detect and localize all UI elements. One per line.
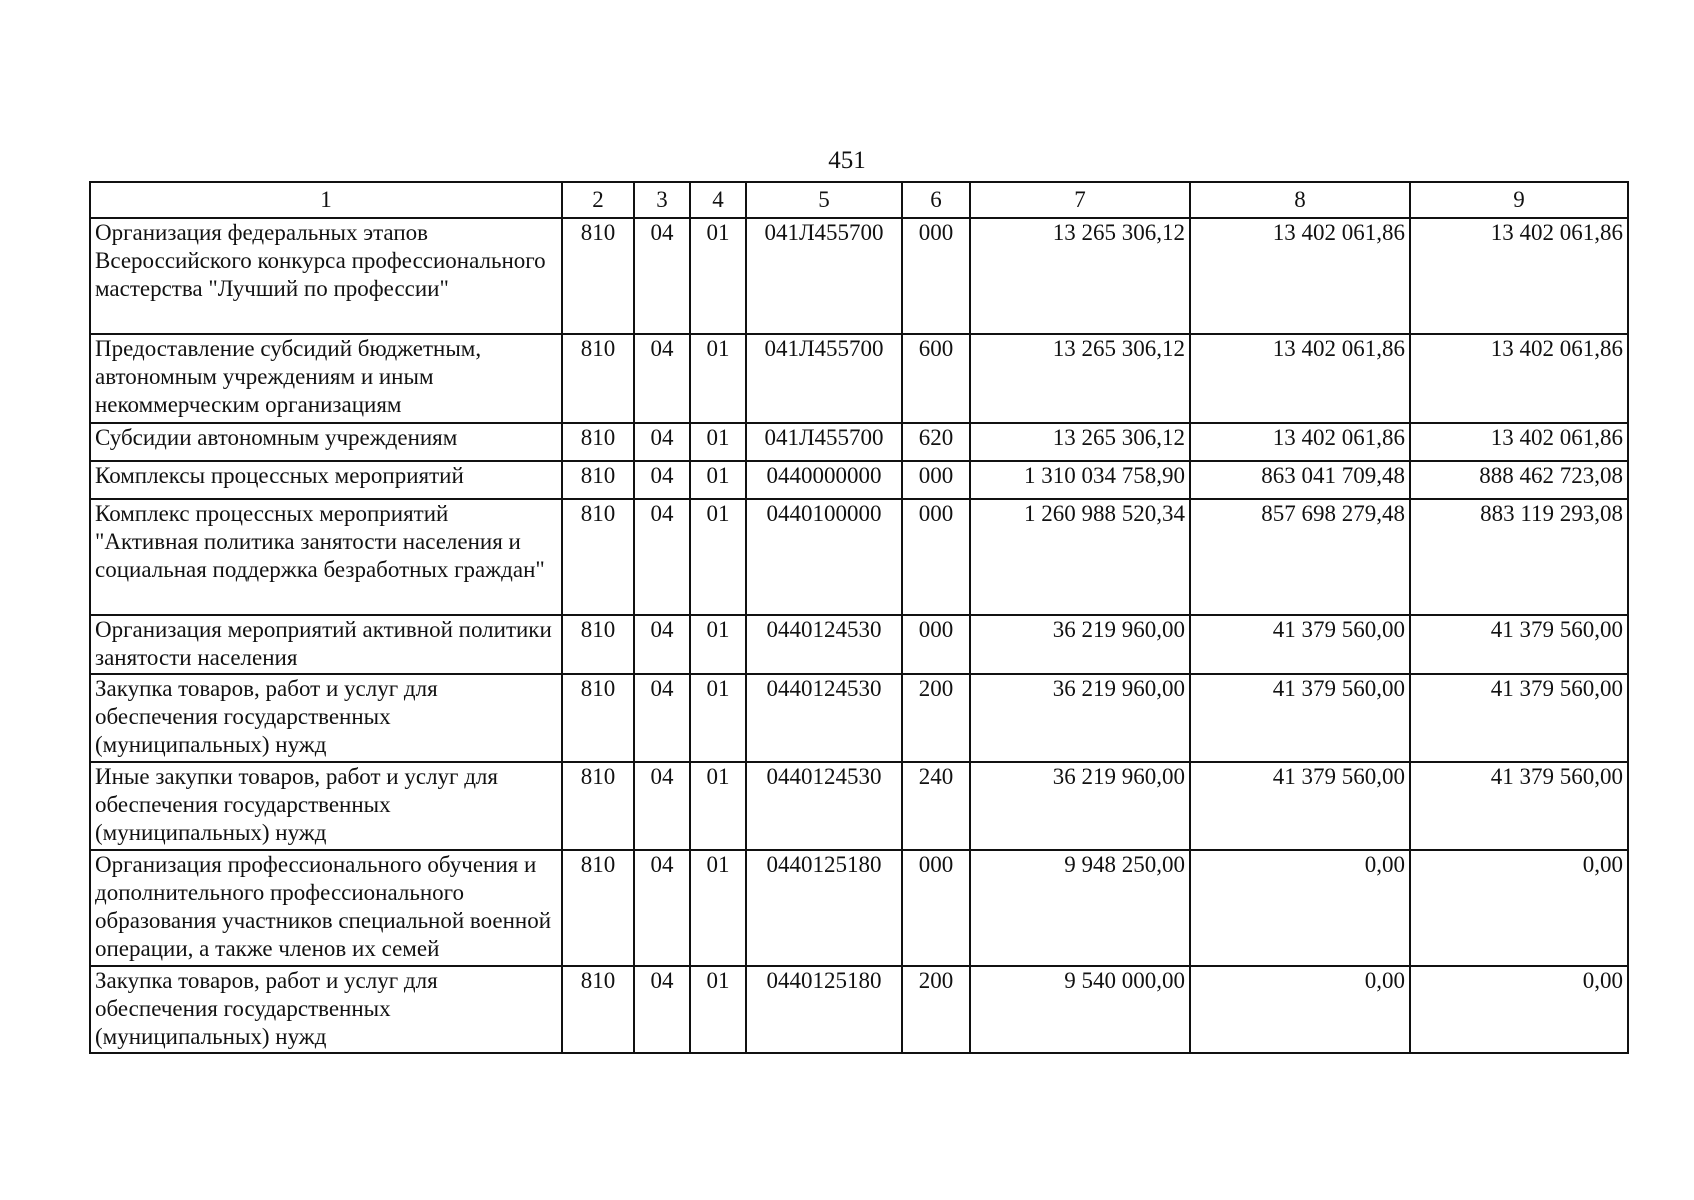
amount-col-8: 857 698 279,48: [1190, 499, 1410, 615]
expense-name: Организация профессионального обучения и дополнительного профессионального образования участников специальной военной операции, а также членов их семей: [90, 850, 562, 966]
column-header: 4: [690, 182, 746, 218]
amount-col-9: 13 402 061,86: [1410, 334, 1628, 423]
grbs-code: 810: [562, 334, 634, 423]
grbs-code: 810: [562, 461, 634, 499]
expense-type-code: 000: [902, 218, 970, 334]
grbs-code: 810: [562, 674, 634, 762]
grbs-code: 810: [562, 615, 634, 674]
header-row: [90, 182, 1628, 218]
amount-col-9: 41 379 560,00: [1410, 615, 1628, 674]
column-header: 5: [746, 182, 902, 218]
amount-col-8: 0,00: [1190, 966, 1410, 1053]
expense-name: Закупка товаров, работ и услуг для обеспечения государственных (муниципальных) нужд: [90, 966, 562, 1053]
amount-col-8: 41 379 560,00: [1190, 674, 1410, 762]
grbs-code: 810: [562, 966, 634, 1053]
grbs-code: 810: [562, 499, 634, 615]
target-article-code: 0440124530: [746, 762, 902, 850]
table-row: [90, 218, 1628, 334]
expense-type-code: 000: [902, 850, 970, 966]
expense-type-code: 240: [902, 762, 970, 850]
amount-col-7: 13 265 306,12: [970, 334, 1190, 423]
section-code: 04: [634, 423, 690, 461]
target-article-code: 0440000000: [746, 461, 902, 499]
expense-type-code: 200: [902, 674, 970, 762]
target-article-code: 041Л455700: [746, 423, 902, 461]
table-row: [90, 966, 1628, 1053]
amount-col-9: 13 402 061,86: [1410, 218, 1628, 334]
table-row: [90, 461, 1628, 499]
subsection-code: 01: [690, 461, 746, 499]
column-header: 6: [902, 182, 970, 218]
column-header: 7: [970, 182, 1190, 218]
subsection-code: 01: [690, 218, 746, 334]
target-article-code: 0440125180: [746, 966, 902, 1053]
subsection-code: 01: [690, 499, 746, 615]
table-row: [90, 674, 1628, 762]
section-code: 04: [634, 966, 690, 1053]
expense-type-code: 620: [902, 423, 970, 461]
table-row: [90, 423, 1628, 461]
amount-col-7: 9 948 250,00: [970, 850, 1190, 966]
amount-col-7: 36 219 960,00: [970, 615, 1190, 674]
table-row: [90, 850, 1628, 966]
table-body: [90, 218, 1628, 1053]
grbs-code: 810: [562, 850, 634, 966]
column-header: 9: [1410, 182, 1628, 218]
amount-col-9: 888 462 723,08: [1410, 461, 1628, 499]
amount-col-9: 883 119 293,08: [1410, 499, 1628, 615]
amount-col-9: 41 379 560,00: [1410, 674, 1628, 762]
subsection-code: 01: [690, 334, 746, 423]
budget-table: [89, 181, 1629, 1054]
section-code: 04: [634, 461, 690, 499]
subsection-code: 01: [690, 850, 746, 966]
amount-col-7: 9 540 000,00: [970, 966, 1190, 1053]
expense-name: Предоставление субсидий бюджетным, автономным учреждениям и иным некоммерческим организациям: [90, 334, 562, 423]
subsection-code: 01: [690, 423, 746, 461]
table-row: [90, 334, 1628, 423]
amount-col-8: 13 402 061,86: [1190, 423, 1410, 461]
target-article-code: 041Л455700: [746, 334, 902, 423]
target-article-code: 0440124530: [746, 674, 902, 762]
grbs-code: 810: [562, 762, 634, 850]
amount-col-9: 0,00: [1410, 966, 1628, 1053]
amount-col-9: 0,00: [1410, 850, 1628, 966]
target-article-code: 0440125180: [746, 850, 902, 966]
subsection-code: 01: [690, 674, 746, 762]
amount-col-8: 13 402 061,86: [1190, 334, 1410, 423]
amount-col-8: 863 041 709,48: [1190, 461, 1410, 499]
expense-type-code: 000: [902, 461, 970, 499]
amount-col-7: 13 265 306,12: [970, 218, 1190, 334]
amount-col-7: 36 219 960,00: [970, 674, 1190, 762]
amount-col-7: 36 219 960,00: [970, 762, 1190, 850]
expense-type-code: 600: [902, 334, 970, 423]
section-code: 04: [634, 850, 690, 966]
expense-name: Комплексы процессных мероприятий: [90, 461, 562, 499]
amount-col-7: 1 310 034 758,90: [970, 461, 1190, 499]
column-header: 1: [90, 182, 562, 218]
target-article-code: 0440124530: [746, 615, 902, 674]
grbs-code: 810: [562, 218, 634, 334]
subsection-code: 01: [690, 966, 746, 1053]
table-row: [90, 499, 1628, 615]
section-code: 04: [634, 334, 690, 423]
amount-col-8: 41 379 560,00: [1190, 762, 1410, 850]
expense-name: Субсидии автономным учреждениям: [90, 423, 562, 461]
expense-type-code: 000: [902, 499, 970, 615]
column-header: 8: [1190, 182, 1410, 218]
amount-col-8: 13 402 061,86: [1190, 218, 1410, 334]
expense-name: Закупка товаров, работ и услуг для обеспечения государственных (муниципальных) нужд: [90, 674, 562, 762]
table-row: [90, 615, 1628, 674]
expense-type-code: 000: [902, 615, 970, 674]
amount-col-9: 13 402 061,86: [1410, 423, 1628, 461]
target-article-code: 041Л455700: [746, 218, 902, 334]
section-code: 04: [634, 762, 690, 850]
subsection-code: 01: [690, 762, 746, 850]
amount-col-7: 1 260 988 520,34: [970, 499, 1190, 615]
section-code: 04: [634, 499, 690, 615]
target-article-code: 0440100000: [746, 499, 902, 615]
section-code: 04: [634, 674, 690, 762]
expense-name: Иные закупки товаров, работ и услуг для обеспечения государственных (муниципальных) нужд: [90, 762, 562, 850]
amount-col-8: 41 379 560,00: [1190, 615, 1410, 674]
expense-name: Организация мероприятий активной политики занятости населения: [90, 615, 562, 674]
table-row: [90, 762, 1628, 850]
amount-col-9: 41 379 560,00: [1410, 762, 1628, 850]
expense-name: Организация федеральных этапов Всероссийского конкурса профессионального мастерства "Лучший по профессии": [90, 218, 562, 334]
column-header: 2: [562, 182, 634, 218]
grbs-code: 810: [562, 423, 634, 461]
expense-type-code: 200: [902, 966, 970, 1053]
section-code: 04: [634, 615, 690, 674]
amount-col-8: 0,00: [1190, 850, 1410, 966]
section-code: 04: [634, 218, 690, 334]
column-header: 3: [634, 182, 690, 218]
table-header: [90, 182, 1628, 218]
subsection-code: 01: [690, 615, 746, 674]
page-number: 451: [828, 147, 866, 174]
amount-col-7: 13 265 306,12: [970, 423, 1190, 461]
expense-name: Комплекс процессных мероприятий "Активная политика занятости населения и социальная поддержка безработных граждан": [90, 499, 562, 615]
